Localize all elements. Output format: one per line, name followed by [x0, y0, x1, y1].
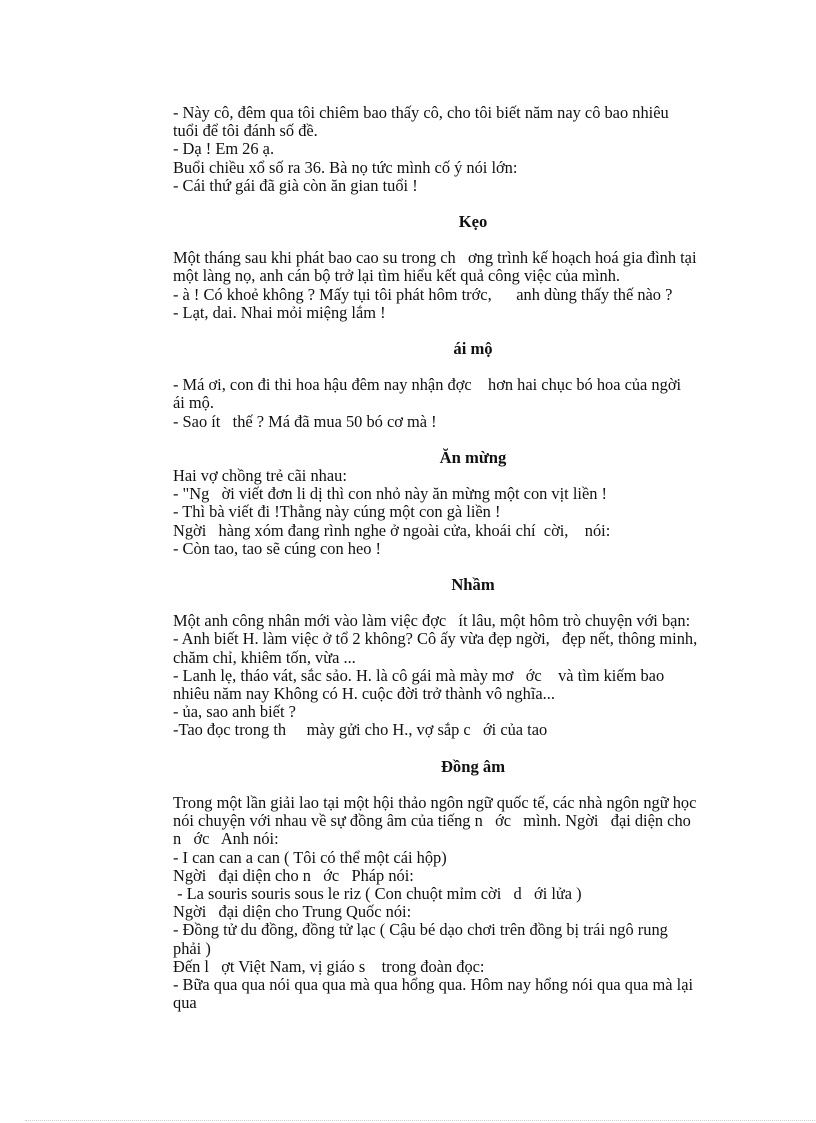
intro-section [173, 104, 773, 195]
spacer [173, 558, 773, 576]
text-line: -Tao đọc trong th mày gửi cho H., vợ sắp c ới của tao [173, 720, 548, 740]
text-line: Một anh công nhân mới vào làm việc đợc ít lâu, một hôm trò chuyện với bạn: [173, 611, 691, 631]
text-line: - I can can a can ( Tôi có thể một cái hộp) [173, 847, 447, 867]
text-line: nói chuyện với nhau về sự đồng âm của tiếng n ớc mình. Ngời đại diện cho [173, 811, 691, 831]
text-line: một làng nọ, anh cán bộ trở lại tìm hiểu kết quả công việc của mình. [173, 266, 620, 286]
text-line: - Cái thứ gái đã già còn ăn gian tuổi ! [173, 175, 418, 195]
text-line: Ngời đại diện cho Trung Quốc nói: [173, 902, 412, 922]
text-line: Ngời đại diện cho n ớc Pháp nói: [173, 865, 414, 885]
spacer [173, 195, 773, 213]
spacer [173, 776, 773, 794]
section-title-nham: Nhầm [451, 575, 495, 595]
text-line: - Lạt, dai. Nhai mỏi miệng lắm ! [173, 302, 386, 322]
text-line: - "Ng ời viết đơn li dị thì con nhỏ này ăn mừng một con vịt liền ! [173, 484, 607, 504]
section-title-keo: Kẹo [458, 212, 488, 232]
spacer [173, 358, 773, 376]
section-nham [173, 612, 773, 739]
text-line: chăm chỉ, khiêm tốn, vừa ... [173, 647, 356, 667]
text-line: - Thì bà viết đi !Thằng này cúng một con gà liền ! [173, 502, 501, 522]
text-line: ái mộ. [173, 393, 214, 413]
spacer [173, 322, 773, 340]
section-dong-am [173, 794, 773, 1012]
spacer [173, 740, 773, 758]
text-line: qua [173, 993, 197, 1013]
text-line: n ớc Anh nói: [173, 829, 279, 849]
text-line: - à ! Có khoẻ không ? Mấy tụi tôi phát hôm trớc, anh dùng thấy thế nào ? [173, 284, 673, 304]
text-line: Hai vợ chồng trẻ cãi nhau: [173, 466, 347, 486]
page-bottom-divider [25, 1120, 815, 1121]
text-line: - Bữa qua qua nói qua qua mà qua hổng qua. Hôm nay hổng nói qua qua mà lại [173, 974, 694, 994]
text-line: phải ) [173, 938, 211, 958]
section-title-ai-mo: ái mộ [453, 339, 493, 359]
text-line: Ngời hàng xóm đang rình nghe ở ngoài cửa, khoái chí cời, nói: [173, 520, 611, 540]
text-line: - Lanh lẹ, tháo vát, sắc sảo. H. là cô gái mà mày mơ ớc và tìm kiếm bao [173, 665, 665, 685]
text-line: - Anh biết H. làm việc ở tổ 2 không? Cô ấy vừa đẹp ngời, đẹp nết, thông minh, [173, 629, 698, 649]
section-keo [173, 249, 773, 322]
text-line: - ủa, sao anh biết ? [173, 702, 296, 722]
spacer [173, 431, 773, 449]
section-ai-mo [173, 376, 773, 431]
text-line: Đến l ợt Việt Nam, vị giáo s trong đoàn đọc: [173, 956, 485, 976]
section-title-an-mung: Ăn mừng [439, 447, 507, 467]
document-content [173, 104, 773, 1012]
text-line: nhiêu năm nay Không có H. cuộc đời trở thành vô nghĩa... [173, 684, 555, 704]
text-line: - Dạ ! Em 26 ạ. [173, 139, 275, 159]
spacer [173, 594, 773, 612]
section-title-dong-am: Đồng âm [440, 756, 506, 776]
text-line: tuổi để tôi đánh số đề. [173, 121, 318, 141]
text-line: - Má ơi, con đi thi hoa hậu đêm nay nhận đợc hơn hai chục bó hoa của ngời [173, 375, 682, 395]
text-line: - Đồng tử du đồng, đồng tử lạc ( Cậu bé dạo chơi trên đồng bị trái ngô rung [173, 920, 668, 940]
section-an-mung [173, 467, 773, 558]
spacer [173, 231, 773, 249]
text-line: Trong một lần giải lao tại một hội thảo ngôn ngữ quốc tế, các nhà ngôn ngữ học [173, 792, 697, 812]
text-line: - La souris souris sous le riz ( Con chuột mỉm cời d ới lửa ) [173, 883, 582, 903]
text-line: - Này cô, đêm qua tôi chiêm bao thấy cô, cho tôi biết năm nay cô bao nhiêu [173, 103, 669, 122]
text-line: - Còn tao, tao sẽ cúng con heo ! [173, 538, 382, 558]
text-line: Buổi chiều xổ số ra 36. Bà nọ tức mình cố ý nói lớn: [173, 157, 518, 177]
text-line: Một tháng sau khi phát bao cao su trong ch ơng trình kế hoạch hoá gia đình tại [173, 248, 697, 268]
text-line: - Sao ít thế ? Má đã mua 50 bó cơ mà ! [173, 411, 437, 431]
